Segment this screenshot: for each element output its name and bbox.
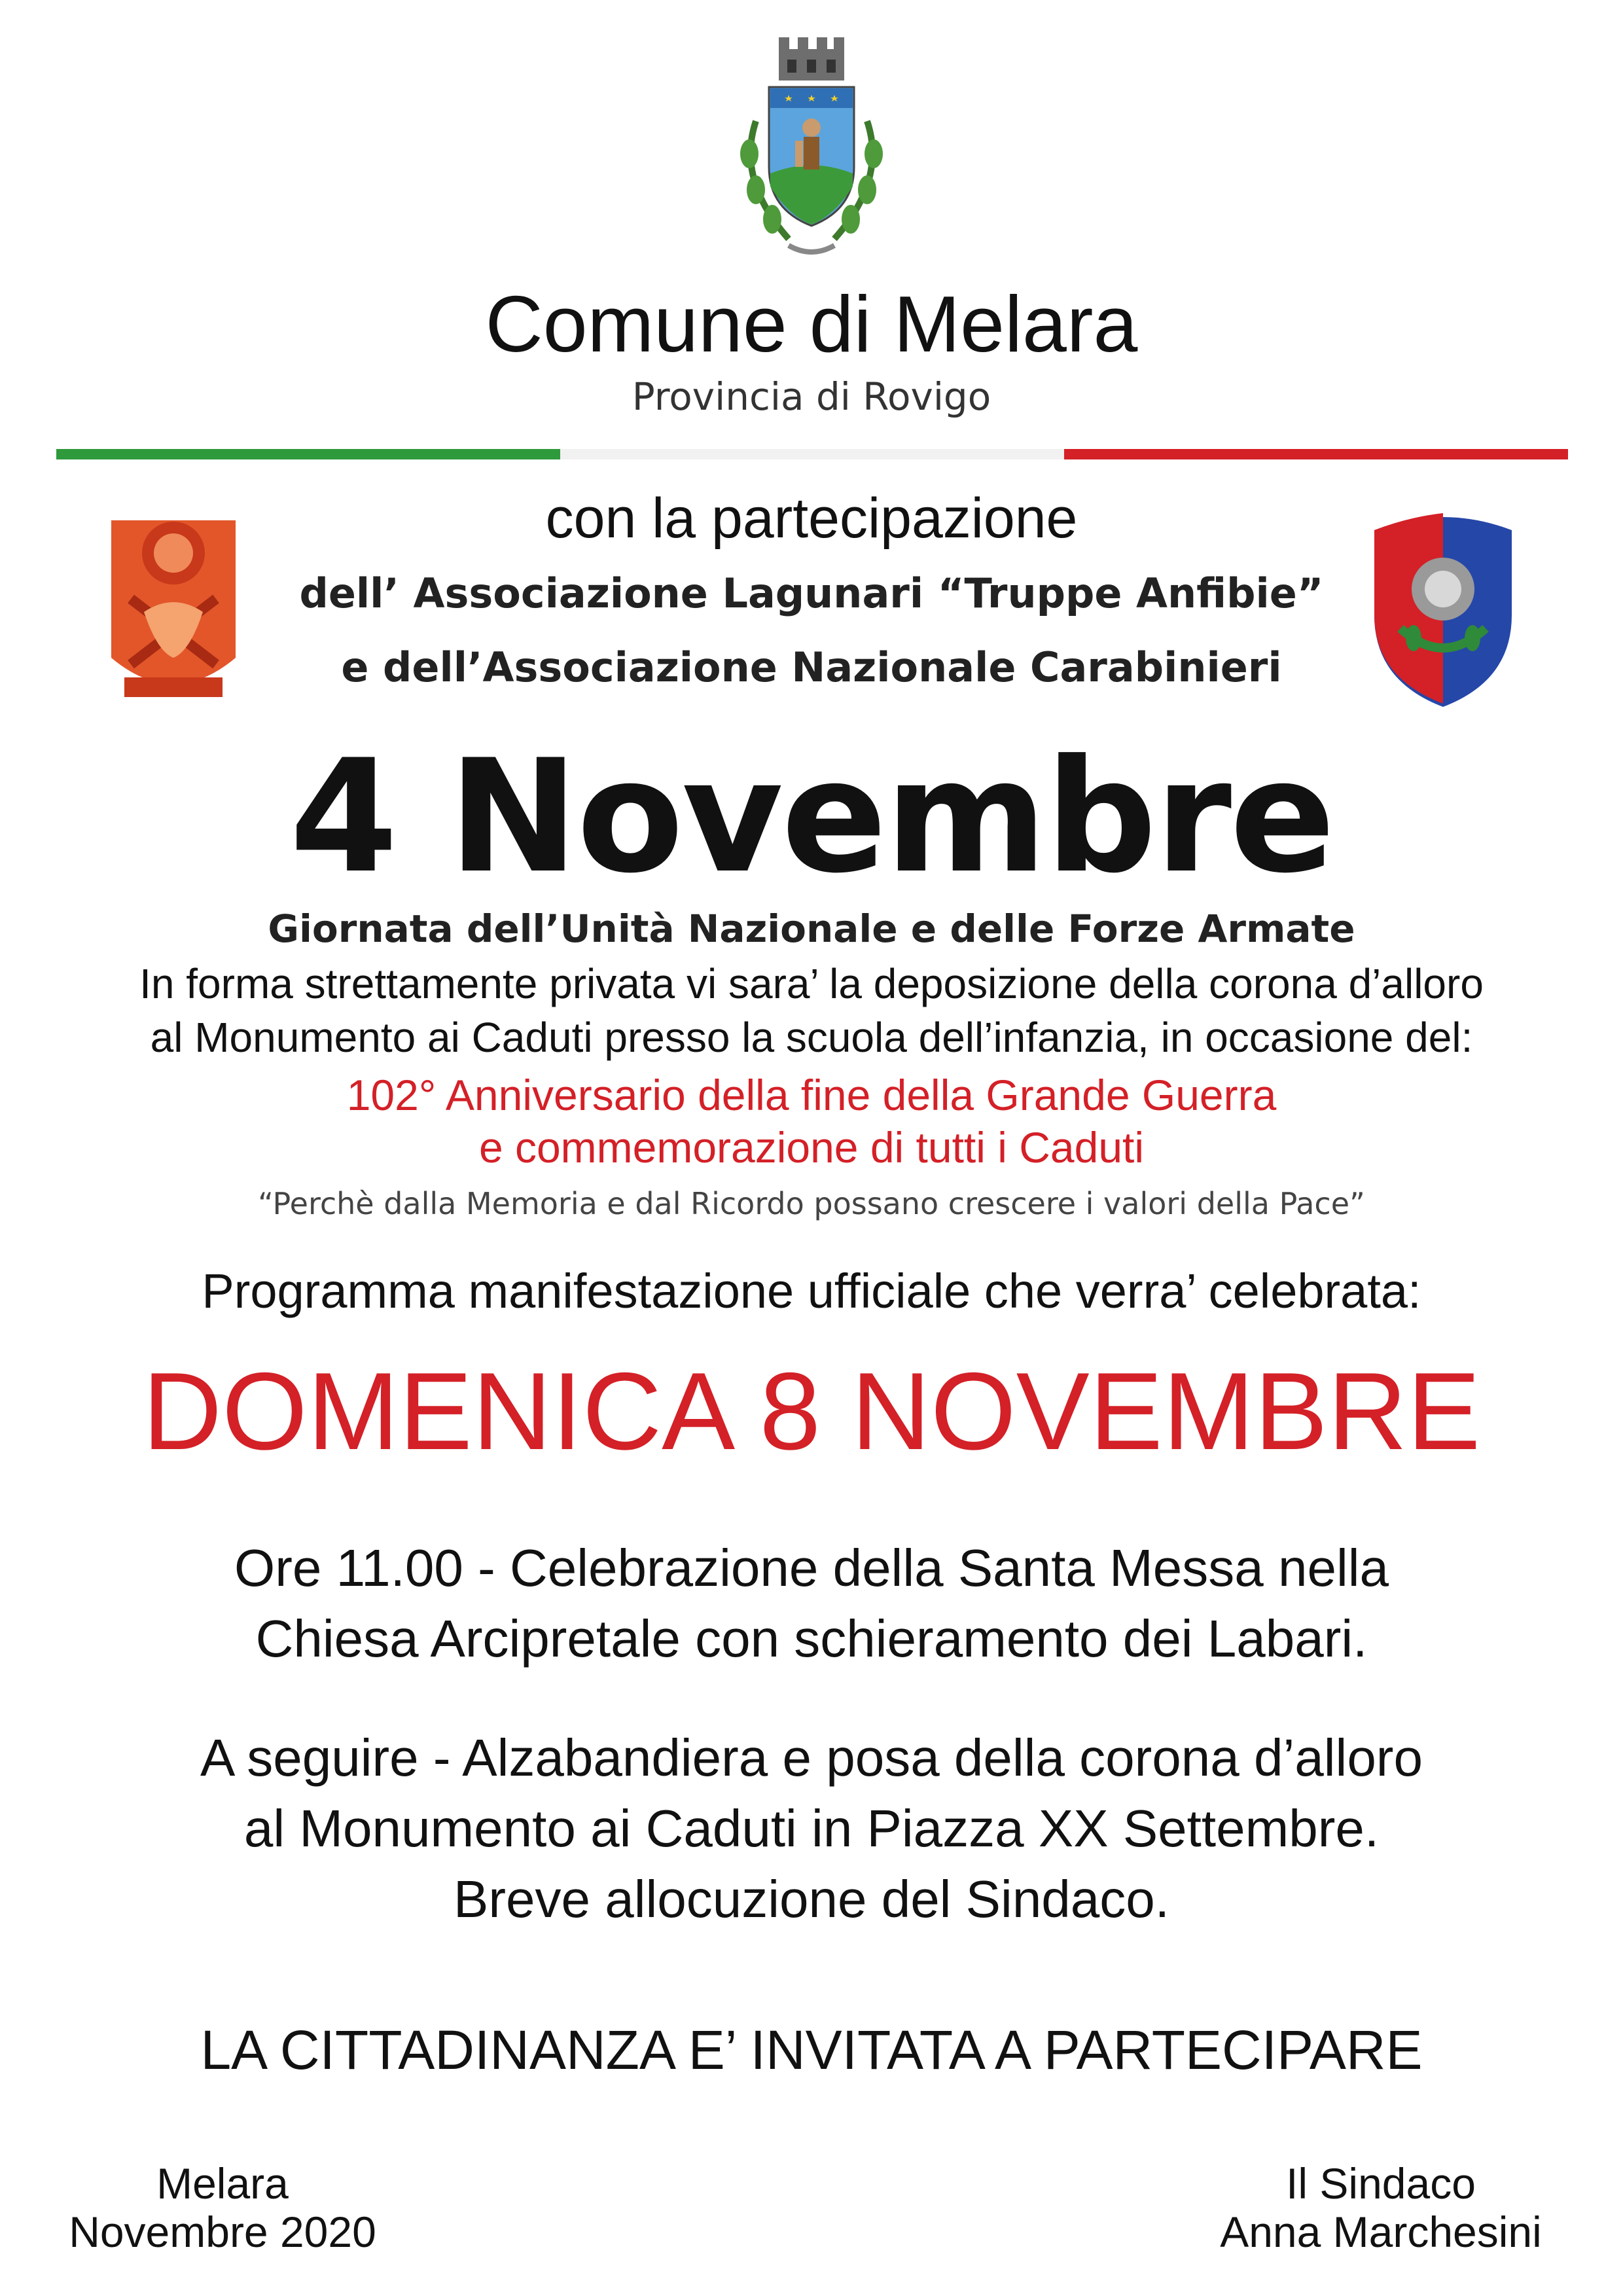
mass-line-2: Chiesa Arcipretale con schieramento dei Labari. bbox=[255, 1609, 1368, 1668]
province-subtitle: Provincia di Rovigo bbox=[632, 374, 991, 419]
anniversary-line-1: 102° Anniversario della fine della Grande Guerra bbox=[346, 1071, 1277, 1119]
memorial-quote: “Perchè dalla Memoria e dal Ricordo possano crescere i valori della Pace” bbox=[258, 1186, 1365, 1221]
municipality-title: Comune di Melara bbox=[485, 279, 1138, 368]
citizens-invitation: LA CITTADINANZA E’ INVITATA A PARTECIPARE bbox=[200, 2019, 1423, 2081]
intro-line-2: al Monumento ai Caduti presso la scuola dell’infanzia, in occasione del: bbox=[150, 1014, 1473, 1061]
flag-green-band bbox=[56, 449, 560, 459]
municipal-crest-icon bbox=[710, 29, 913, 272]
signature-date: Novembre 2020 bbox=[69, 2207, 376, 2256]
participation-intro: con la partecipazione bbox=[545, 487, 1078, 550]
signature-name: Anna Marchesini bbox=[1220, 2207, 1542, 2256]
place-date-block bbox=[26, 2160, 419, 2257]
flag-red-band bbox=[1064, 449, 1568, 459]
mass-line-1: Ore 11.00 - Celebrazione della Santa Messa nella bbox=[234, 1539, 1389, 1597]
ceremony-line-3: Breve allocuzione del Sindaco. bbox=[453, 1870, 1170, 1928]
headline-title: 4 Novembre bbox=[289, 726, 1334, 908]
ceremony-line-2: al Monumento ai Caduti in Piazza XX Settembre. bbox=[243, 1799, 1380, 1857]
flag-white-band bbox=[560, 449, 1064, 459]
ceremony-line-1: A seguire - Alzabandiera e posa della corona d’alloro bbox=[200, 1729, 1423, 1787]
headline-subtitle: Giornata dell’Unità Nazionale e delle Forze Armate bbox=[268, 906, 1355, 951]
signature-role: Il Sindaco bbox=[1286, 2159, 1476, 2208]
intro-line-1: In forma strettamente privata vi sara’ la deposizione della corona d’alloro bbox=[139, 960, 1484, 1007]
association-lagunari: dell’ Associazione Lagunari “Truppe Anfibie” bbox=[299, 569, 1324, 617]
signature-place: Melara bbox=[156, 2159, 289, 2208]
italian-flag-divider bbox=[56, 449, 1568, 459]
association-carabinieri: e dell’Associazione Nazionale Carabinieri bbox=[341, 643, 1282, 691]
event-date: DOMENICA 8 NOVEMBRE bbox=[142, 1350, 1481, 1473]
anniversary-line-2: e commemorazione di tutti i Caduti bbox=[478, 1123, 1145, 1172]
program-heading: Programma manifestazione ufficiale che verra’ celebrata: bbox=[202, 1264, 1421, 1318]
mayor-signature-block bbox=[1165, 2160, 1597, 2257]
